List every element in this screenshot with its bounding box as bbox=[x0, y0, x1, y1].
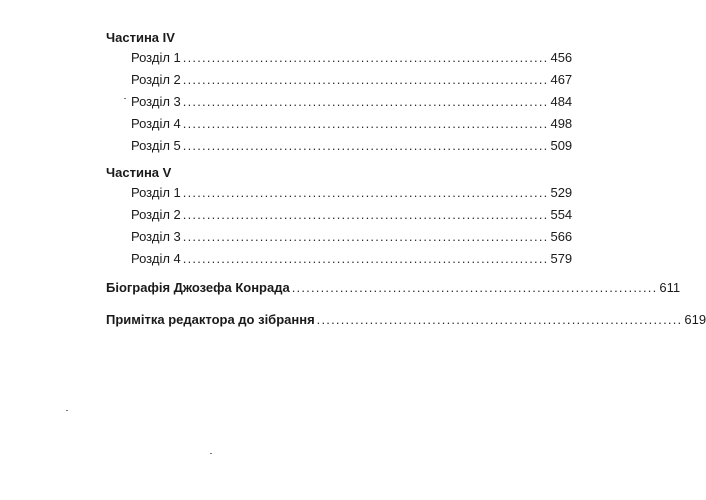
toc-entry-editor-note[interactable] bbox=[106, 312, 706, 328]
toc-entry-label: Розділ 4 bbox=[131, 116, 181, 131]
scan-speck bbox=[66, 410, 68, 411]
dot-leader: ............................................................................ bbox=[182, 138, 549, 153]
toc-entry-page: 509 bbox=[550, 138, 573, 153]
dot-leader: ............................................................................ bbox=[182, 50, 549, 65]
part-heading: Частина IV bbox=[106, 30, 175, 45]
toc-entry-page: 611 bbox=[659, 280, 681, 295]
toc-entry-page: 484 bbox=[550, 94, 573, 109]
dot-leader: ............................................................................ bbox=[182, 251, 549, 266]
toc-entry[interactable] bbox=[131, 251, 573, 267]
toc-entry[interactable] bbox=[131, 138, 573, 154]
dot-leader: ............................................................................ bbox=[182, 72, 549, 87]
toc-entry[interactable] bbox=[131, 185, 573, 201]
toc-entry-label: Біографія Джозефа Конрада bbox=[106, 280, 290, 295]
scan-speck bbox=[124, 98, 126, 99]
dot-leader: ............................................................................ bbox=[182, 207, 549, 222]
dot-leader: ............................................................................ bbox=[182, 116, 549, 131]
toc-entry-page: 579 bbox=[550, 251, 573, 266]
toc-entry-page: 529 bbox=[550, 185, 573, 200]
part-heading: Частина V bbox=[106, 165, 172, 180]
dot-leader: ............................................................................ bbox=[182, 185, 549, 200]
toc-entry[interactable] bbox=[131, 207, 573, 223]
scan-speck bbox=[210, 453, 212, 454]
toc-entry-label: Розділ 2 bbox=[131, 72, 181, 87]
toc-entry-label: Розділ 1 bbox=[131, 185, 181, 200]
toc-entry[interactable] bbox=[131, 50, 573, 66]
toc-entry-label: Розділ 3 bbox=[131, 94, 181, 109]
toc-entry-label: Розділ 1 bbox=[131, 50, 181, 65]
toc-entry[interactable] bbox=[131, 116, 573, 132]
toc-entry-page: 554 bbox=[550, 207, 573, 222]
dot-leader: ............................................................................ bbox=[182, 229, 549, 244]
dot-leader: ............................................................................ bbox=[291, 280, 658, 295]
toc-entry-page: 498 bbox=[550, 116, 573, 131]
toc-entry-label: Розділ 4 bbox=[131, 251, 181, 266]
dot-leader: ............................................................................ bbox=[316, 312, 683, 327]
toc-entry-label: Примітка редактора до зібрання bbox=[106, 312, 315, 327]
toc-entry[interactable] bbox=[131, 72, 573, 88]
toc-entry-page: 467 bbox=[550, 72, 573, 87]
toc-entry-label: Розділ 5 bbox=[131, 138, 181, 153]
toc-entry-label: Розділ 3 bbox=[131, 229, 181, 244]
toc-entry-page: 619 bbox=[684, 312, 706, 327]
toc-entry-page: 566 bbox=[550, 229, 573, 244]
toc-entry-label: Розділ 2 bbox=[131, 207, 181, 222]
toc-entry[interactable] bbox=[131, 94, 573, 110]
toc-entry-biography[interactable] bbox=[106, 280, 681, 296]
toc-entry-page: 456 bbox=[550, 50, 573, 65]
toc-entry[interactable] bbox=[131, 229, 573, 245]
dot-leader: ............................................................................ bbox=[182, 94, 549, 109]
